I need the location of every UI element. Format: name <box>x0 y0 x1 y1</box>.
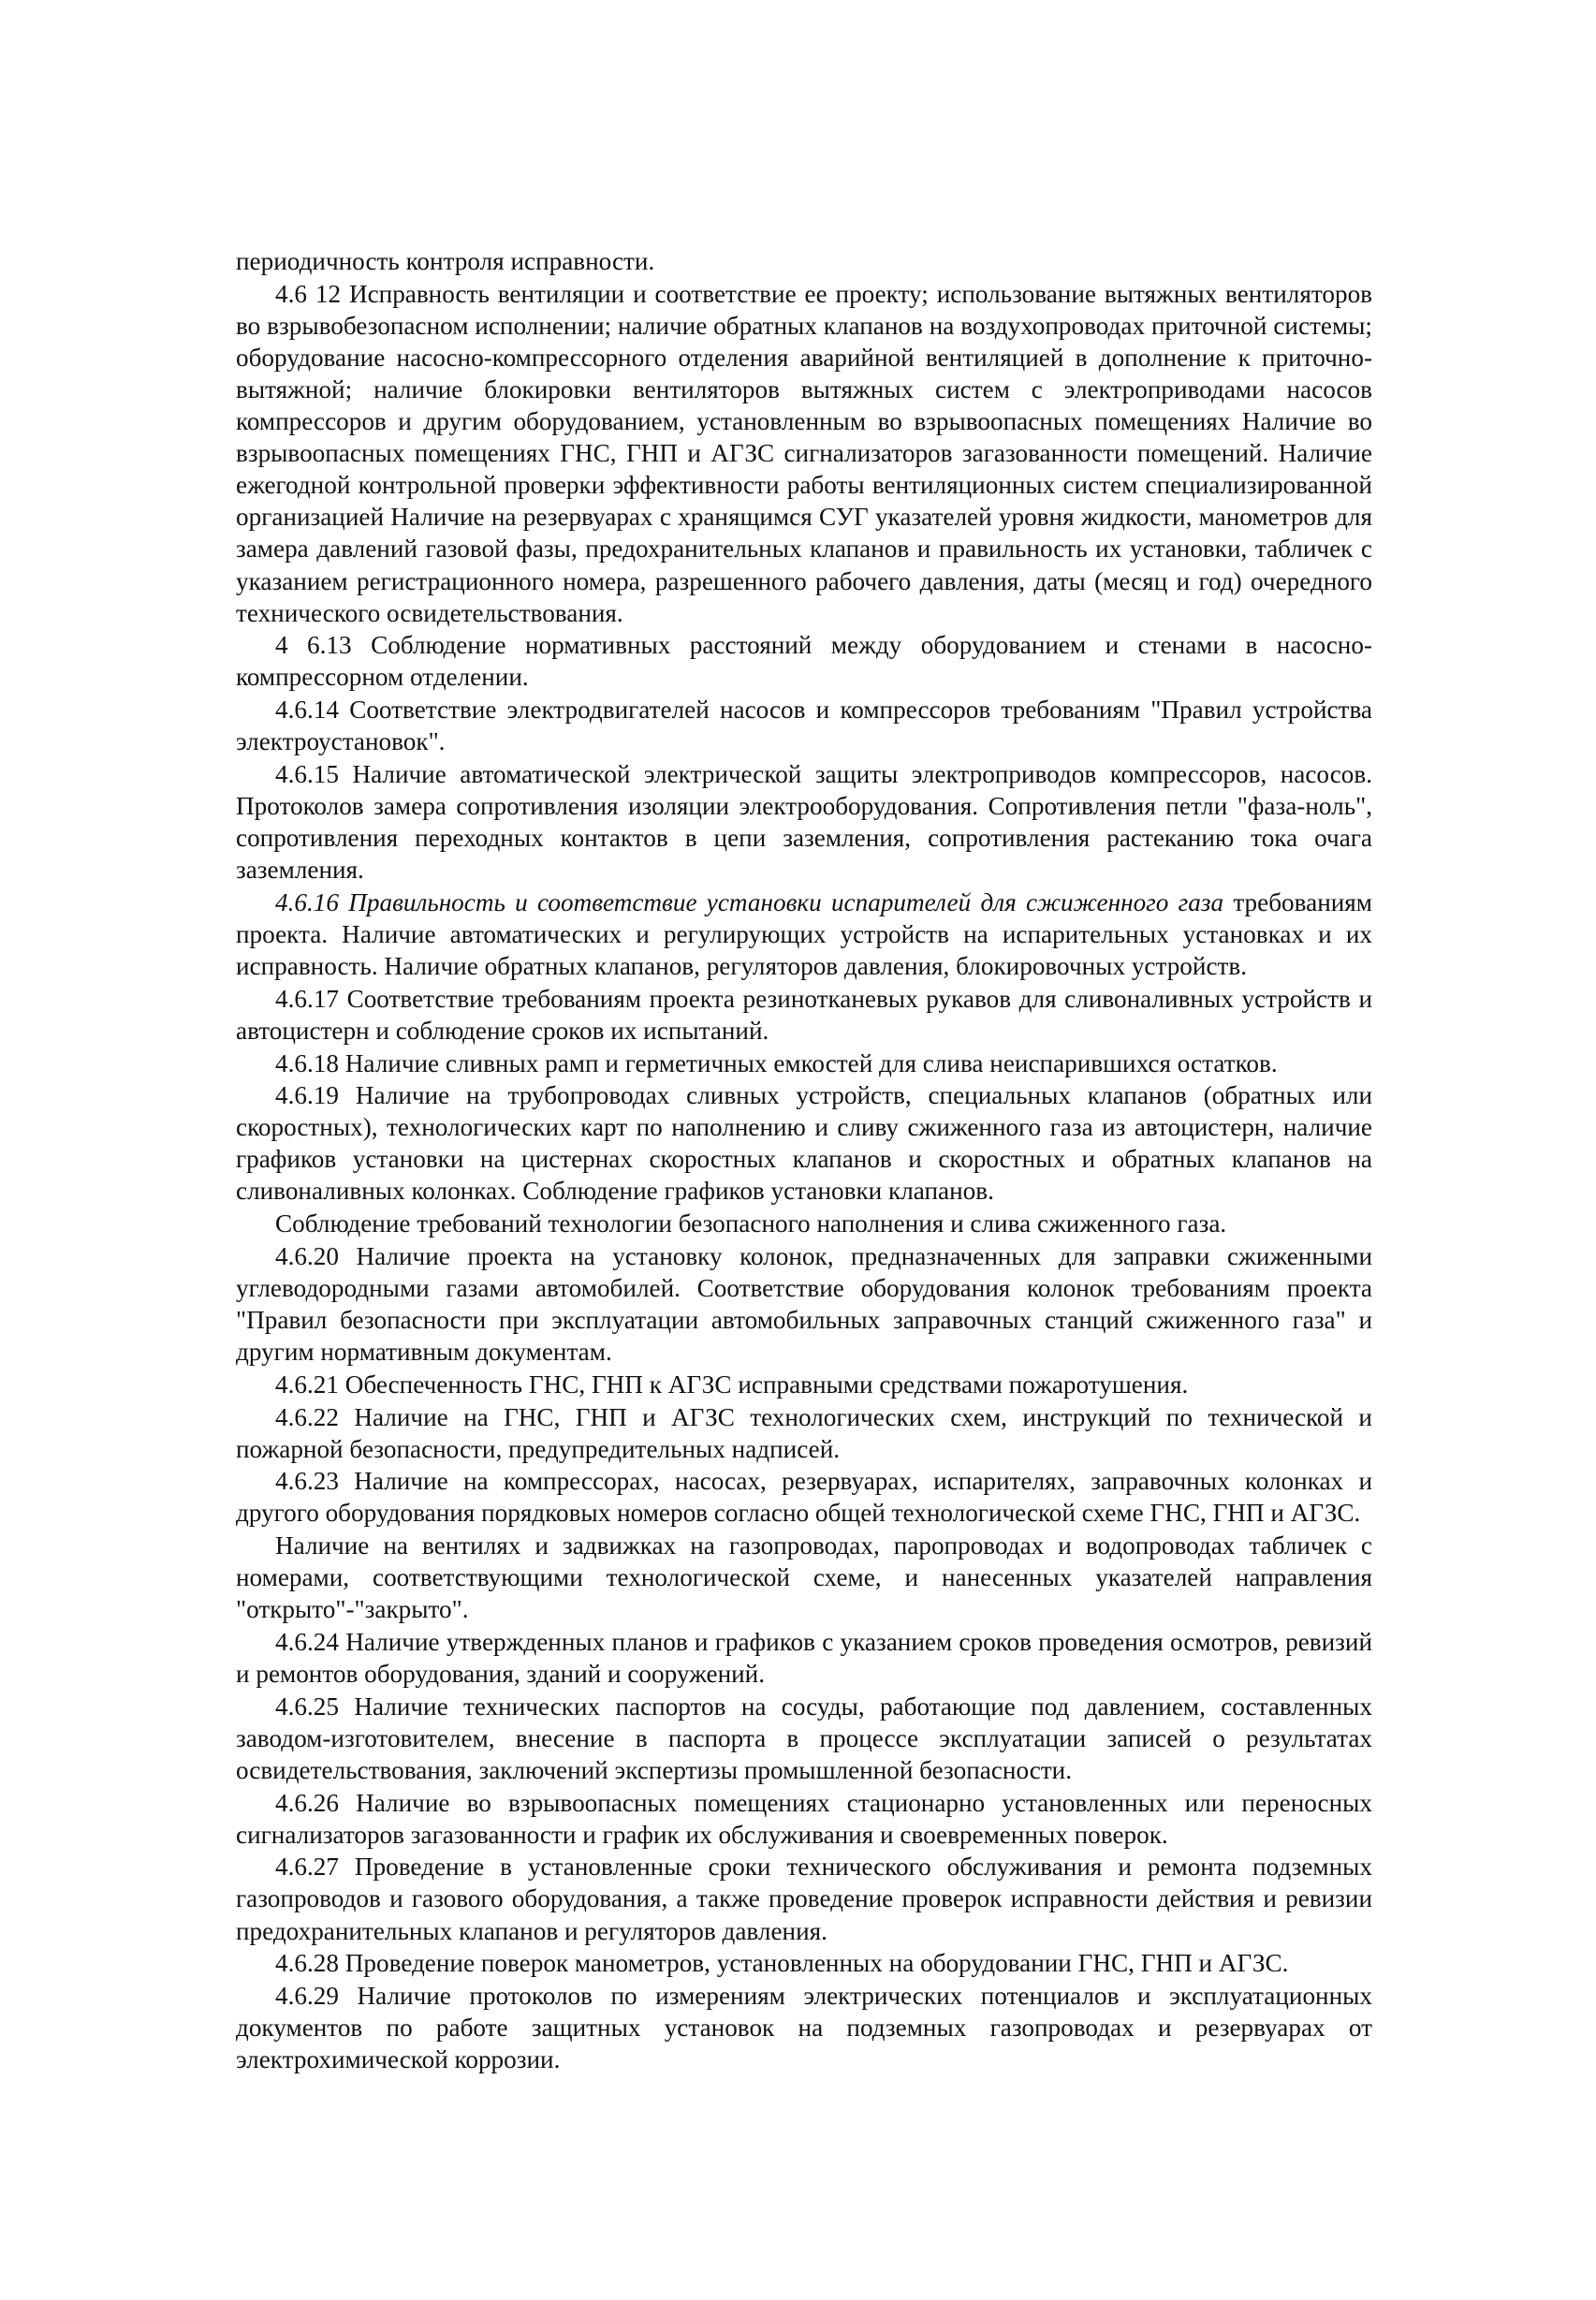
paragraph-valve-plates: Наличие на вентилях и задвижках на газопроводах, паропроводах и водопроводах табличек с номерами, соответствующими технологической схеме, и нанесенных указателей направления "открыто"-"закрыто". <box>236 1531 1372 1624</box>
paragraph-4-6-15: 4.6.15 Наличие автоматической электрической защиты электроприводов компрессоров, насосов. Протоколов замера сопротивления изоляции электрооборудования. Сопротивления петли "фаза-ноль", сопротивления переходных контактов в цепи заземления, сопротивления растеканию тока очага заземления. <box>236 759 1372 885</box>
paragraph-4-6-23: 4.6.23 Наличие на компрессорах, насосах, резервуарах, испарителях, заправочных колонках и другого оборудования порядковых номеров согласно общей технологической схеме ГНС, ГНП и АГЗС. <box>236 1467 1372 1528</box>
paragraph-4-6-22: 4.6.22 Наличие на ГНС, ГНП и АГЗС технологических схем, инструкций по технической и пожарной безопасности, предупредительных надписей. <box>236 1402 1372 1463</box>
paragraph-4-6-17: 4.6.17 Соответствие требованиям проекта резинотканевых рукавов для сливоналивных устройств и автоцистерн и соблюдение сроков их испытаний. <box>236 984 1372 1045</box>
paragraph-4-6-24: 4.6.24 Наличие утвержденных планов и графиков с указанием сроков проведения осмотров, ревизий и ремонтов оборудования, зданий и сооружений. <box>236 1627 1372 1689</box>
paragraph-4-6-16 <box>236 886 1372 982</box>
paragraph-4-6-16-body: требованиям проекта. Наличие автоматических и регулирующих устройств на испарительных установках и их исправность. Наличие обратных клапанов, регуляторов давления, блокировочных устройств. <box>236 887 1372 981</box>
paragraph-technology-compliance: Соблюдение требований технологии безопасного наполнения и слива сжиженного газа. <box>275 1209 1227 1238</box>
paragraph-4-6-26: 4.6.26 Наличие во взрывоопасных помещениях стационарно установленных или переносных сигнализаторов загазованности и график их обслуживания и своевременных поверок. <box>236 1788 1372 1849</box>
paragraph-4-6-16-italic-lead: 4.6.16 Правильность и соответствие установки испарителей для сжиженного газа <box>275 887 1224 916</box>
paragraph-4-6-12: 4.6 12 Исправность вентиляции и соответствие ее проекту; использование вытяжных вентиляторов во взрывобезопасном исполнении; наличие обратных клапанов на воздухопроводах приточной системы; оборудование насосно-компрессорного отделения аварийной вентиляцией в дополнение к приточно-вытяжной; наличие блокировки вентиляторов вытяжных систем с электроприводами насосов компрессоров и другим оборудованием, установленным во взрывоопасных помещениях Наличие во взрывоопасных помещениях ГНС, ГНП и АГЗС сигнализаторов загазованности помещений. Наличие ежегодной контрольной проверки эффективности работы вентиляционных систем специализированной организацией Наличие на резервуарах с хранящимся СУГ указателей уровня жидкости, манометров для замера давлений газовой фазы, предохранительных клапанов и правильность их установки, табличек с указанием регистрационного номера, разрешенного рабочего давления, даты (месяц и год) очередного технического освидетельствования. <box>236 279 1372 627</box>
paragraph-4-6-13: 4 6.13 Соблюдение нормативных расстояний между оборудованием и стенами в насосно-компрессорном отделении. <box>236 631 1372 692</box>
paragraph-4-6-27: 4.6.27 Проведение в установленные сроки технического обслуживания и ремонта подземных газопроводов и газового оборудования, а также проведение проверок исправности действия и ревизии предохранительных клапанов и регуляторов давления. <box>236 1853 1372 1945</box>
paragraph-4-6-21: 4.6.21 Обеспеченность ГНС, ГНП к АГЗС исправными средствами пожаротушения. <box>275 1370 1189 1399</box>
paragraph-4-6-25: 4.6.25 Наличие технических паспортов на сосуды, работающие под давлением, составленных заводом-изготовителем, внесение в паспорта в процессе эксплуатации записей о результатах освидетельствования, заключений экспертизы промышленной безопасности. <box>236 1692 1372 1784</box>
paragraph-4-6-18: 4.6.18 Наличие сливных рамп и герметичных емкостей для слива неиспарившихся остатков. <box>275 1048 1278 1077</box>
paragraph-4-6-20: 4.6.20 Наличие проекта на установку колонок, предназначенных для заправки сжиженными углеводородными газами автомобилей. Соответствие оборудования колонок требованиям проекта "Правил безопасности при эксплуатации автомобильных заправочных станций сжиженного газа" и другим нормативным документам. <box>236 1241 1372 1367</box>
paragraph-4-6-29: 4.6.29 Наличие протоколов по измерениям электрических потенциалов и эксплуатационных документов по работе защитных установок на подземных газопроводах и резервуарах от электрохимической коррозии. <box>236 1981 1372 2074</box>
paragraph-4-6-28: 4.6.28 Проведение поверок манометров, установленных на оборудовании ГНС, ГНП и АГЗС. <box>275 1949 1289 1978</box>
document-page <box>236 245 1372 2076</box>
paragraph-4-6-19: 4.6.19 Наличие на трубопроводах сливных устройств, специальных клапанов (обратных или скоростных), технологических карт по наполнению и сливу сжиженного газа из автоцистерн, наличие графиков установки на цистернах скоростных клапанов и скоростных и обратных клапанов на сливоналивных колонках. Соблюдение графиков установки клапанов. <box>236 1081 1372 1206</box>
paragraph-continuation: периодичность контроля исправности. <box>236 247 655 275</box>
paragraph-4-6-14: 4.6.14 Соответствие электродвигателей насосов и компрессоров требованиям "Правил устройства электроустановок". <box>236 696 1372 756</box>
